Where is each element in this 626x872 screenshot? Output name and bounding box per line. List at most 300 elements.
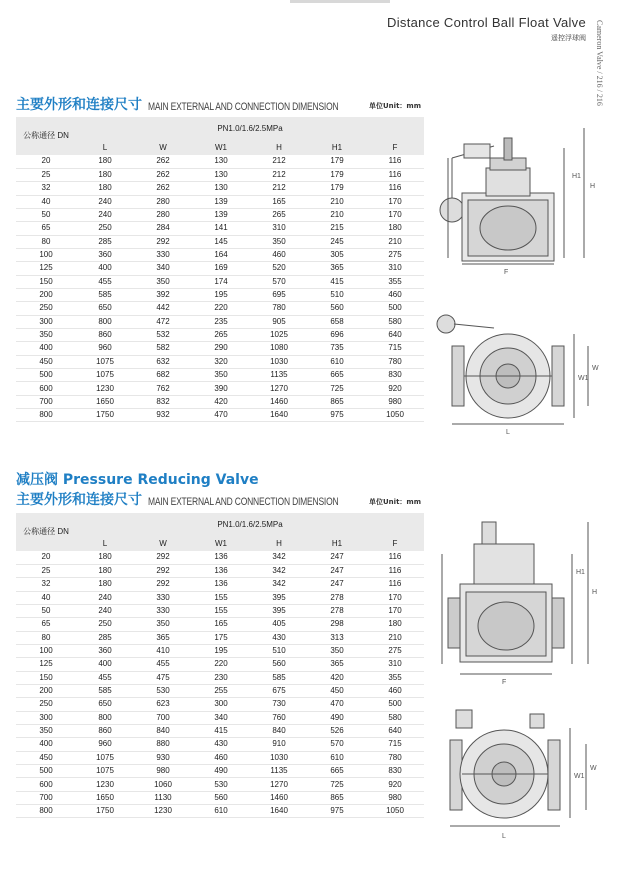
- table-row: [16, 262, 424, 275]
- value-cell: 275: [366, 248, 424, 261]
- value-cell: 180: [366, 222, 424, 235]
- value-cell: 780: [366, 355, 424, 368]
- value-cell: 658: [308, 315, 366, 328]
- value-cell: 278: [308, 591, 366, 604]
- table-row: [16, 382, 424, 395]
- value-cell: 460: [366, 684, 424, 697]
- label-l: L: [502, 833, 506, 840]
- value-cell: 169: [192, 262, 250, 275]
- value-cell: 500: [366, 698, 424, 711]
- section2-title-en: MAIN EXTERNAL AND CONNECTION DIMENSION: [148, 494, 339, 508]
- table-row: [16, 315, 424, 328]
- value-cell: 392: [134, 288, 192, 301]
- value-cell: 570: [250, 275, 308, 288]
- value-cell: 220: [192, 658, 250, 671]
- value-cell: 342: [250, 578, 308, 591]
- value-cell: 230: [192, 671, 250, 684]
- dn-cell: 40: [16, 195, 76, 208]
- value-cell: 350: [308, 644, 366, 657]
- value-cell: 275: [366, 644, 424, 657]
- table-row: [16, 724, 424, 737]
- dn-cell: 600: [16, 382, 76, 395]
- value-cell: 460: [250, 248, 308, 261]
- value-cell: 262: [134, 182, 192, 195]
- value-cell: 285: [76, 631, 134, 644]
- table-row: [16, 751, 424, 764]
- value-cell: 696: [308, 328, 366, 341]
- value-cell: 298: [308, 618, 366, 631]
- col-header-f: F: [366, 139, 424, 155]
- table-row: [16, 684, 424, 697]
- label-h: H: [590, 183, 596, 190]
- value-cell: 116: [366, 564, 424, 577]
- value-cell: 350: [250, 235, 308, 248]
- value-cell: 210: [366, 235, 424, 248]
- value-cell: 365: [308, 658, 366, 671]
- value-cell: 455: [76, 275, 134, 288]
- table-row: [16, 342, 424, 355]
- table-row: [16, 791, 424, 804]
- value-cell: 1230: [134, 805, 192, 818]
- value-cell: 1230: [76, 382, 134, 395]
- value-cell: 420: [192, 395, 250, 408]
- dn-cell: 700: [16, 791, 76, 804]
- value-cell: 460: [366, 288, 424, 301]
- table-row: [16, 288, 424, 301]
- value-cell: 460: [192, 751, 250, 764]
- value-cell: 560: [250, 658, 308, 671]
- value-cell: 116: [366, 578, 424, 591]
- table-row: [16, 711, 424, 724]
- value-cell: 310: [250, 222, 308, 235]
- dn-cell: 32: [16, 578, 76, 591]
- value-cell: 675: [250, 684, 308, 697]
- value-cell: 195: [192, 288, 250, 301]
- value-cell: 365: [134, 631, 192, 644]
- value-cell: 262: [134, 168, 192, 181]
- section2-unit: 单位Unit：mm: [369, 498, 422, 506]
- dn-cell: 800: [16, 409, 76, 422]
- table-row: [16, 275, 424, 288]
- value-cell: 145: [192, 235, 250, 248]
- value-cell: 265: [192, 328, 250, 341]
- section1-heading: [16, 94, 338, 114]
- dn-cell: 50: [16, 208, 76, 221]
- value-cell: 360: [76, 248, 134, 261]
- value-cell: 930: [134, 751, 192, 764]
- dn-cell: 500: [16, 765, 76, 778]
- dn-cell: 500: [16, 369, 76, 382]
- value-cell: 179: [308, 182, 366, 195]
- value-cell: 532: [134, 328, 192, 341]
- value-cell: 1230: [76, 778, 134, 791]
- value-cell: 310: [366, 658, 424, 671]
- value-cell: 1130: [134, 791, 192, 804]
- value-cell: 1750: [76, 805, 134, 818]
- table-row: [16, 778, 424, 791]
- value-cell: 410: [134, 644, 192, 657]
- dn-cell: 450: [16, 355, 76, 368]
- value-cell: 180: [76, 551, 134, 564]
- label-w1: W1: [574, 773, 585, 780]
- value-cell: 1640: [250, 805, 308, 818]
- value-cell: 920: [366, 382, 424, 395]
- value-cell: 980: [366, 395, 424, 408]
- value-cell: 623: [134, 698, 192, 711]
- value-cell: 1135: [250, 765, 308, 778]
- value-cell: 292: [134, 578, 192, 591]
- table-row: [16, 328, 424, 341]
- value-cell: 179: [308, 155, 366, 168]
- value-cell: 840: [250, 724, 308, 737]
- section2-heading: [16, 489, 338, 509]
- col-header-w1: W1: [192, 139, 250, 155]
- dn-header: 公称通径 DN: [16, 513, 76, 551]
- table-row: [16, 182, 424, 195]
- section1-title-en: MAIN EXTERNAL AND CONNECTION DIMENSION: [148, 99, 339, 113]
- table-row: [16, 564, 424, 577]
- value-cell: 247: [308, 564, 366, 577]
- table-row: [16, 805, 424, 818]
- value-cell: 430: [192, 738, 250, 751]
- value-cell: 695: [250, 288, 308, 301]
- dn-cell: 65: [16, 618, 76, 631]
- table-row: [16, 195, 424, 208]
- value-cell: 212: [250, 182, 308, 195]
- value-cell: 632: [134, 355, 192, 368]
- value-cell: 415: [192, 724, 250, 737]
- value-cell: 610: [192, 805, 250, 818]
- value-cell: 1030: [250, 751, 308, 764]
- dn-cell: 80: [16, 631, 76, 644]
- dn-cell: 400: [16, 342, 76, 355]
- value-cell: 840: [134, 724, 192, 737]
- value-cell: 520: [250, 262, 308, 275]
- table-row: [16, 222, 424, 235]
- label-w: W: [592, 365, 599, 372]
- section1-unit: 单位Unit：mm: [369, 102, 422, 110]
- value-cell: 905: [250, 315, 308, 328]
- value-cell: 1030: [250, 355, 308, 368]
- value-cell: 240: [76, 591, 134, 604]
- value-cell: 442: [134, 302, 192, 315]
- value-cell: 212: [250, 155, 308, 168]
- value-cell: 580: [366, 711, 424, 724]
- value-cell: 1135: [250, 369, 308, 382]
- value-cell: 475: [134, 671, 192, 684]
- value-cell: 278: [308, 604, 366, 617]
- dn-cell: 50: [16, 604, 76, 617]
- value-cell: 174: [192, 275, 250, 288]
- value-cell: 725: [308, 778, 366, 791]
- table-row: [16, 302, 424, 315]
- value-cell: 610: [308, 355, 366, 368]
- value-cell: 585: [250, 671, 308, 684]
- dn-cell: 600: [16, 778, 76, 791]
- col-header-w1: W1: [192, 535, 250, 551]
- value-cell: 320: [192, 355, 250, 368]
- value-cell: 280: [134, 195, 192, 208]
- value-cell: 832: [134, 395, 192, 408]
- dn-cell: 350: [16, 328, 76, 341]
- label-f: F: [504, 269, 509, 276]
- col-header-h: H: [250, 535, 308, 551]
- page-subtitle: 遥控浮球阀: [551, 35, 586, 42]
- value-cell: 180: [366, 618, 424, 631]
- value-cell: 1270: [250, 778, 308, 791]
- label-h1: H1: [576, 569, 585, 576]
- value-cell: 292: [134, 235, 192, 248]
- col-header-f: F: [366, 535, 424, 551]
- value-cell: 700: [134, 711, 192, 724]
- value-cell: 405: [250, 618, 308, 631]
- table-row: [16, 604, 424, 617]
- dn-cell: 350: [16, 724, 76, 737]
- dn-cell: 250: [16, 302, 76, 315]
- section2-title-cn: 主要外形和连接尺寸: [16, 492, 142, 508]
- dn-cell: 20: [16, 551, 76, 564]
- value-cell: 340: [134, 262, 192, 275]
- dn-cell: 125: [16, 658, 76, 671]
- value-cell: 585: [76, 288, 134, 301]
- value-cell: 800: [76, 315, 134, 328]
- value-cell: 1080: [250, 342, 308, 355]
- value-cell: 300: [192, 698, 250, 711]
- value-cell: 580: [366, 315, 424, 328]
- value-cell: 1075: [76, 751, 134, 764]
- value-cell: 1750: [76, 409, 134, 422]
- value-cell: 262: [134, 155, 192, 168]
- value-cell: 455: [76, 671, 134, 684]
- value-cell: 395: [250, 604, 308, 617]
- value-cell: 932: [134, 409, 192, 422]
- value-cell: 400: [76, 262, 134, 275]
- value-cell: 910: [250, 738, 308, 751]
- value-cell: 130: [192, 182, 250, 195]
- value-cell: 139: [192, 208, 250, 221]
- dn-cell: 200: [16, 288, 76, 301]
- value-cell: 472: [134, 315, 192, 328]
- value-cell: 420: [308, 671, 366, 684]
- value-cell: 725: [308, 382, 366, 395]
- value-cell: 560: [192, 791, 250, 804]
- dn-cell: 300: [16, 711, 76, 724]
- value-cell: 980: [366, 791, 424, 804]
- dn-cell: 25: [16, 168, 76, 181]
- dn-cell: 800: [16, 805, 76, 818]
- value-cell: 180: [76, 564, 134, 577]
- table-row: [16, 235, 424, 248]
- value-cell: 640: [366, 724, 424, 737]
- value-cell: 136: [192, 564, 250, 577]
- label-l: L: [506, 429, 510, 436]
- value-cell: 130: [192, 168, 250, 181]
- dn-cell: 100: [16, 644, 76, 657]
- value-cell: 136: [192, 578, 250, 591]
- table-row: [16, 765, 424, 778]
- value-cell: 240: [76, 195, 134, 208]
- value-cell: 170: [366, 591, 424, 604]
- value-cell: 170: [366, 604, 424, 617]
- value-cell: 292: [134, 551, 192, 564]
- value-cell: 830: [366, 369, 424, 382]
- dimension-table-float-valve: [16, 117, 424, 422]
- table-row: [16, 618, 424, 631]
- value-cell: 1075: [76, 765, 134, 778]
- value-cell: 510: [250, 644, 308, 657]
- table-row: [16, 698, 424, 711]
- value-cell: 210: [366, 631, 424, 644]
- value-cell: 665: [308, 765, 366, 778]
- value-cell: 170: [366, 195, 424, 208]
- value-cell: 212: [250, 168, 308, 181]
- table-row: [16, 738, 424, 751]
- value-cell: 650: [76, 698, 134, 711]
- label-w1: W1: [578, 375, 589, 382]
- value-cell: 330: [134, 591, 192, 604]
- value-cell: 830: [366, 765, 424, 778]
- value-cell: 530: [192, 778, 250, 791]
- dn-cell: 20: [16, 155, 76, 168]
- value-cell: 250: [76, 222, 134, 235]
- table-row: [16, 658, 424, 671]
- value-cell: 975: [308, 409, 366, 422]
- value-cell: 735: [308, 342, 366, 355]
- value-cell: 490: [192, 765, 250, 778]
- value-cell: 400: [76, 658, 134, 671]
- value-cell: 715: [366, 738, 424, 751]
- value-cell: 179: [308, 168, 366, 181]
- table-row: [16, 578, 424, 591]
- value-cell: 210: [308, 195, 366, 208]
- value-cell: 310: [366, 262, 424, 275]
- value-cell: 530: [134, 684, 192, 697]
- value-cell: 975: [308, 805, 366, 818]
- side-page-label: Cameron Valve / 216 / 216: [595, 20, 604, 106]
- value-cell: 760: [250, 711, 308, 724]
- col-header-h: H: [250, 139, 308, 155]
- value-cell: 1460: [250, 791, 308, 804]
- dn-cell: 150: [16, 671, 76, 684]
- float-valve-top-drawing: [434, 306, 610, 446]
- value-cell: 650: [76, 302, 134, 315]
- product-title-pressure-reducing: 减压阀 Pressure Reducing Valve: [16, 472, 259, 488]
- value-cell: 560: [308, 302, 366, 315]
- value-cell: 180: [76, 155, 134, 168]
- value-cell: 116: [366, 155, 424, 168]
- value-cell: 860: [76, 724, 134, 737]
- dn-cell: 400: [16, 738, 76, 751]
- value-cell: 360: [76, 644, 134, 657]
- table-row: [16, 631, 424, 644]
- value-cell: 139: [192, 195, 250, 208]
- value-cell: 682: [134, 369, 192, 382]
- value-cell: 800: [76, 711, 134, 724]
- col-header-w: W: [134, 139, 192, 155]
- table-row: [16, 355, 424, 368]
- dn-cell: 450: [16, 751, 76, 764]
- value-cell: 490: [308, 711, 366, 724]
- value-cell: 585: [76, 684, 134, 697]
- value-cell: 1270: [250, 382, 308, 395]
- value-cell: 430: [250, 631, 308, 644]
- float-valve-front-drawing: [434, 118, 610, 278]
- value-cell: 170: [366, 208, 424, 221]
- dn-cell: 700: [16, 395, 76, 408]
- value-cell: 265: [250, 208, 308, 221]
- table-row: [16, 168, 424, 181]
- label-h: H: [592, 589, 598, 596]
- value-cell: 350: [134, 275, 192, 288]
- value-cell: 865: [308, 395, 366, 408]
- value-cell: 526: [308, 724, 366, 737]
- value-cell: 1640: [250, 409, 308, 422]
- dn-cell: 100: [16, 248, 76, 261]
- pressure-valve-front-drawing: [434, 514, 610, 694]
- value-cell: 715: [366, 342, 424, 355]
- value-cell: 920: [366, 778, 424, 791]
- dn-cell: 80: [16, 235, 76, 248]
- value-cell: 1650: [76, 791, 134, 804]
- value-cell: 1050: [366, 805, 424, 818]
- value-cell: 195: [192, 644, 250, 657]
- value-cell: 240: [76, 208, 134, 221]
- value-cell: 395: [250, 591, 308, 604]
- value-cell: 1050: [366, 409, 424, 422]
- table-row: [16, 369, 424, 382]
- value-cell: 165: [192, 618, 250, 631]
- value-cell: 284: [134, 222, 192, 235]
- value-cell: 1460: [250, 395, 308, 408]
- value-cell: 180: [76, 168, 134, 181]
- table-row: [16, 208, 424, 221]
- value-cell: 762: [134, 382, 192, 395]
- value-cell: 292: [134, 564, 192, 577]
- value-cell: 960: [76, 342, 134, 355]
- value-cell: 880: [134, 738, 192, 751]
- value-cell: 860: [76, 328, 134, 341]
- value-cell: 1075: [76, 369, 134, 382]
- value-cell: 330: [134, 604, 192, 617]
- value-cell: 355: [366, 671, 424, 684]
- value-cell: 164: [192, 248, 250, 261]
- value-cell: 450: [308, 684, 366, 697]
- value-cell: 180: [76, 578, 134, 591]
- value-cell: 1060: [134, 778, 192, 791]
- col-header-h1: H1: [308, 535, 366, 551]
- value-cell: 247: [308, 551, 366, 564]
- col-header-l: L: [76, 139, 134, 155]
- label-f: F: [502, 679, 507, 686]
- value-cell: 610: [308, 751, 366, 764]
- value-cell: 350: [134, 618, 192, 631]
- value-cell: 570: [308, 738, 366, 751]
- value-cell: 342: [250, 551, 308, 564]
- dn-cell: 300: [16, 315, 76, 328]
- value-cell: 280: [134, 208, 192, 221]
- value-cell: 350: [192, 369, 250, 382]
- table-row: [16, 644, 424, 657]
- value-cell: 780: [366, 751, 424, 764]
- col-header-l: L: [76, 535, 134, 551]
- value-cell: 390: [192, 382, 250, 395]
- table-row: [16, 409, 424, 422]
- dn-cell: 200: [16, 684, 76, 697]
- dimension-table-pressure-reducing: [16, 513, 424, 818]
- value-cell: 1025: [250, 328, 308, 341]
- dn-header: 公称通径 DN: [16, 117, 76, 155]
- pn-header: PN1.0/1.6/2.5MPa: [76, 117, 424, 139]
